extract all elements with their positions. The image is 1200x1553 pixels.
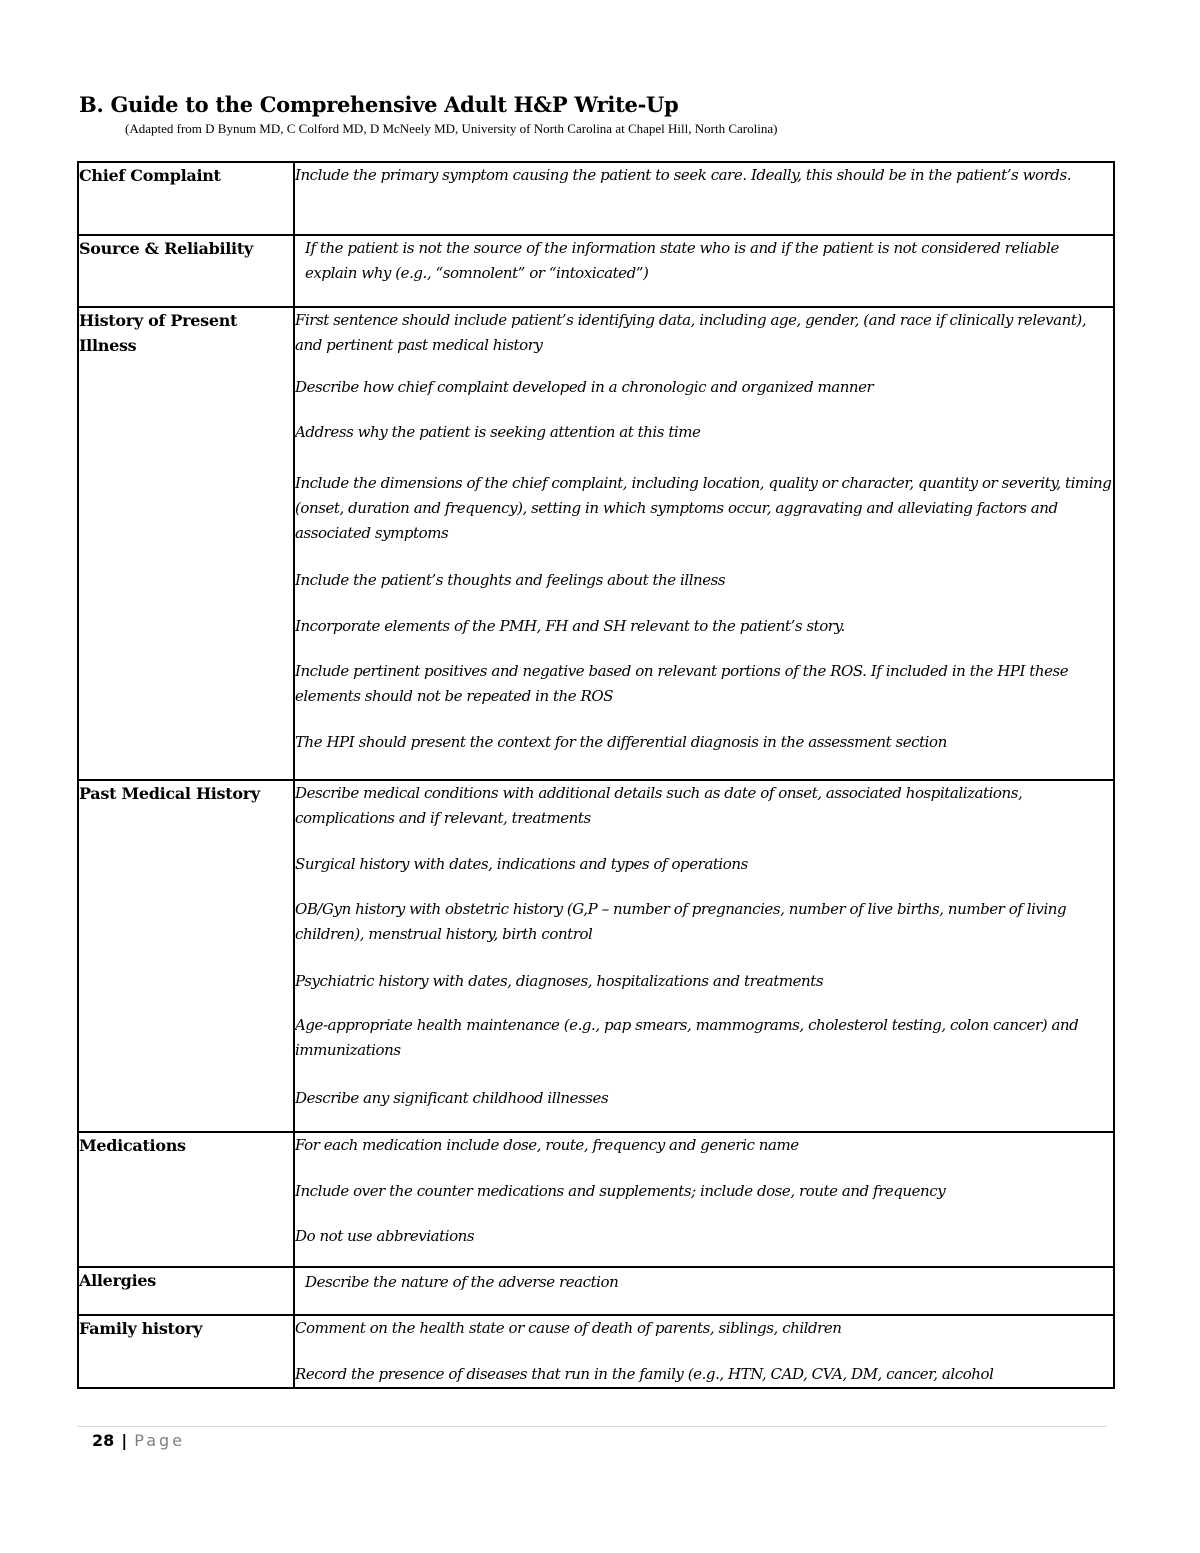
- table-row-hpi: [78, 307, 1114, 780]
- guidance-text: Include pertinent positives and negative based on relevant portions of the ROS. If included in the HPI these elements should not be repeated in the ROS: [295, 662, 1069, 705]
- row-content: [294, 1132, 1114, 1267]
- table-row-past-medical-history: [78, 780, 1114, 1132]
- page-footer: [92, 1431, 185, 1450]
- guidance-text: Do not use abbreviations: [295, 1227, 475, 1245]
- footer-separator: |: [121, 1431, 128, 1450]
- row-content: [294, 1315, 1114, 1388]
- guidance-text: Address why the patient is seeking attention at this time: [295, 423, 701, 441]
- guidance-text: OB/Gyn history with obstetric history (G,P – number of pregnancies, number of live births, number of living children), menstrual history, birth control: [295, 900, 1067, 943]
- row-label: History of Present Illness: [78, 307, 294, 780]
- page-number: 28: [92, 1431, 115, 1450]
- guidance-text: If the patient is not the source of the information state who is and if the patient is not considered reliable explain why (e.g., “somnolent” or “intoxicated”): [305, 239, 1059, 282]
- guidance-text: Include the patient’s thoughts and feelings about the illness: [295, 571, 726, 589]
- attribution-subheading: (Adapted from D Bynum MD, C Colford MD, D McNeely MD, University of North Carolina at Chapel Hill, North Carolina): [125, 121, 778, 136]
- row-label: Medications: [78, 1132, 294, 1267]
- guidance-text: Age-appropriate health maintenance (e.g., pap smears, mammograms, cholesterol testing, colon cancer) and immunizations: [295, 1016, 1079, 1059]
- row-content: [294, 162, 1114, 235]
- table-row-chief-complaint: [78, 162, 1114, 235]
- guidance-text: Describe medical conditions with additional details such as date of onset, associated hospitalizations, complications and if relevant, treatments: [295, 784, 1023, 827]
- guidance-text: Incorporate elements of the PMH, FH and SH relevant to the patient’s story.: [295, 617, 845, 635]
- row-label: Chief Complaint: [78, 162, 294, 235]
- page-label: Page: [134, 1431, 186, 1450]
- page-heading: B. Guide to the Comprehensive Adult H&P Write-Up: [79, 92, 679, 117]
- row-content: [294, 235, 1114, 307]
- row-label: Source & Reliability: [78, 235, 294, 307]
- guidance-text: For each medication include dose, route, frequency and generic name: [295, 1136, 799, 1154]
- guidance-text: Surgical history with dates, indications and types of operations: [295, 855, 748, 873]
- hp-guide-table: [77, 161, 1115, 1389]
- row-content: [294, 780, 1114, 1132]
- table-row-allergies: [78, 1267, 1114, 1315]
- guidance-text: Record the presence of diseases that run in the family (e.g., HTN, CAD, CVA, DM, cancer, alcohol: [295, 1365, 994, 1383]
- guidance-text: Psychiatric history with dates, diagnoses, hospitalizations and treatments: [295, 972, 824, 990]
- row-label: Family history: [78, 1315, 294, 1388]
- table-row-family-history: [78, 1315, 1114, 1388]
- guidance-text: Comment on the health state or cause of death of parents, siblings, children: [295, 1319, 842, 1337]
- row-label: Allergies: [78, 1267, 294, 1315]
- guidance-text: Describe the nature of the adverse reaction: [305, 1273, 619, 1291]
- guidance-text: Include over the counter medications and supplements; include dose, route and frequency: [295, 1182, 946, 1200]
- guidance-text: First sentence should include patient’s identifying data, including age, gender, (and race if clinically relevant), and pertinent past medical history: [295, 311, 1087, 354]
- row-label: Past Medical History: [78, 780, 294, 1132]
- guidance-text: The HPI should present the context for the differential diagnosis in the assessment section: [295, 733, 947, 751]
- row-content: [294, 307, 1114, 780]
- table-row-medications: [78, 1132, 1114, 1267]
- table-row-source-reliability: [78, 235, 1114, 307]
- row-content: [294, 1267, 1114, 1315]
- guidance-text: Describe any significant childhood illnesses: [295, 1089, 609, 1107]
- footer-divider: [77, 1426, 1107, 1427]
- guidance-text: Describe how chief complaint developed in a chronologic and organized manner: [295, 378, 874, 396]
- guidance-text: Include the primary symptom causing the patient to seek care. Ideally, this should be in the patient’s words.: [295, 166, 1072, 184]
- guidance-text: Include the dimensions of the chief complaint, including location, quality or character, quantity or severity, timing (onset, duration and frequency), setting in which symptoms occur, aggravating and alleviating factors and associated symptoms: [295, 474, 1112, 542]
